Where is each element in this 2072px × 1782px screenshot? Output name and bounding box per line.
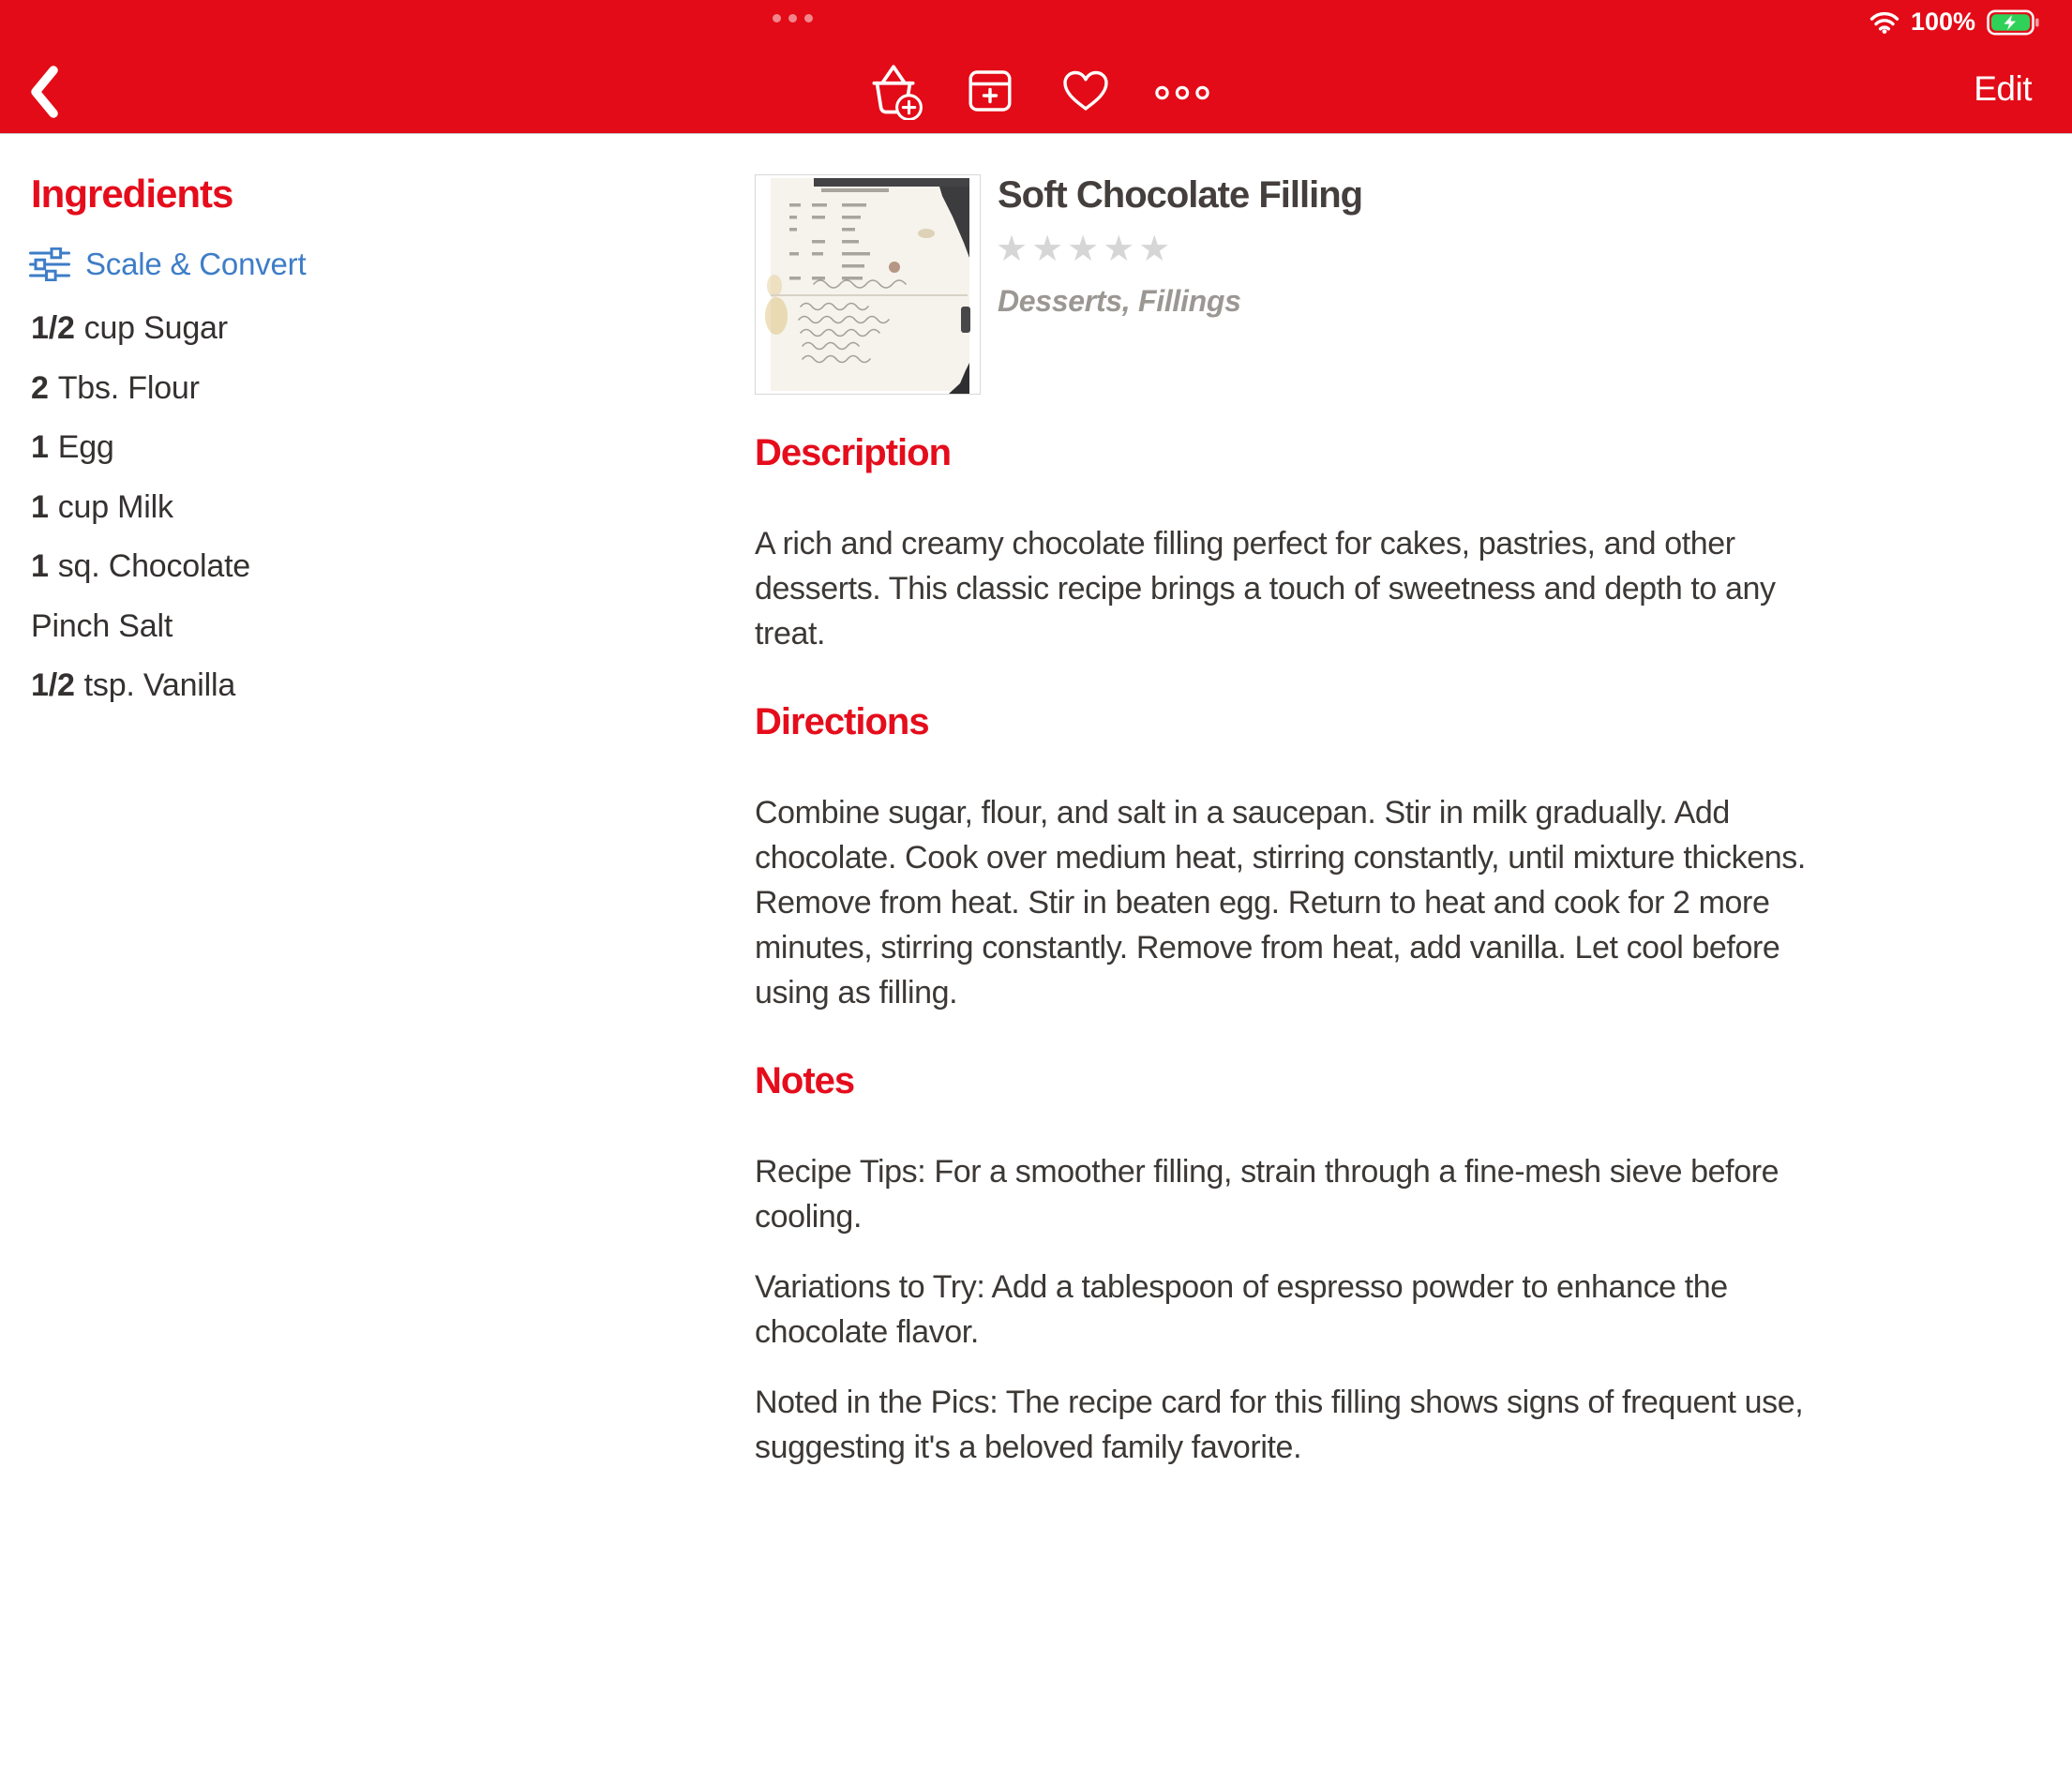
heart-icon xyxy=(1061,69,1110,112)
description-body xyxy=(755,521,1776,656)
description-line: desserts. This classic recipe brings a touch of sweetness and depth to any xyxy=(755,571,1776,606)
ingredient-item[interactable] xyxy=(31,656,250,716)
notes-line: chocolate flavor. xyxy=(755,1314,979,1350)
dot xyxy=(788,14,797,22)
ingredient-item[interactable] xyxy=(31,537,250,597)
ingredients-heading: Ingredients xyxy=(31,172,233,216)
ingredient-text: Egg xyxy=(57,429,114,466)
directions-heading: Directions xyxy=(755,701,929,742)
ingredient-qty: 1 xyxy=(31,429,49,466)
description-line: A rich and creamy chocolate filling perfect for cakes, pastries, and other xyxy=(755,526,1735,562)
ingredient-item[interactable] xyxy=(31,299,250,359)
ellipsis-icon xyxy=(1155,85,1209,100)
scale-convert-label: Scale & Convert xyxy=(85,247,307,281)
add-to-meal-plan-button[interactable] xyxy=(968,69,1012,117)
description-line: treat. xyxy=(755,616,826,651)
ingredient-item[interactable] xyxy=(31,418,250,478)
battery-icon xyxy=(1987,9,2040,36)
battery-percent: 100% xyxy=(1910,7,1975,36)
ingredient-qty: 1/2 xyxy=(31,667,75,704)
ingredient-text: Tbs. Flour xyxy=(57,369,200,406)
top-bar xyxy=(0,0,2072,133)
directions-body xyxy=(755,790,1806,1015)
ingredient-text: sq. Chocolate xyxy=(57,548,251,585)
ingredient-item[interactable] xyxy=(31,359,250,419)
ingredient-text: cup Milk xyxy=(57,488,173,525)
ingredient-qty: 1/2 xyxy=(31,310,75,347)
directions-line: Remove from heat. Stir in beaten egg. Return to heat and cook for 2 more xyxy=(755,885,1770,921)
ingredient-text: tsp. Vanilla xyxy=(83,667,236,704)
notes-line: Variations to Try: Add a tablespoon of espresso powder to enhance the xyxy=(755,1269,1728,1305)
notes-heading: Notes xyxy=(755,1060,855,1101)
directions-line: Combine sugar, flour, and salt in a saucepan. Stir in milk gradually. Add xyxy=(755,795,1730,831)
directions-line: minutes, stirring constantly. Remove from heat, add vanilla. Let cool before xyxy=(755,930,1780,966)
ingredient-qty: 1 xyxy=(31,548,49,585)
notes-paragraph xyxy=(755,1380,1803,1470)
add-to-groceries-button[interactable] xyxy=(863,62,923,125)
calendar-add-icon xyxy=(968,69,1012,112)
notes-line: cooling. xyxy=(755,1199,862,1235)
chevron-left-icon xyxy=(30,66,58,118)
favorite-button[interactable] xyxy=(1061,69,1110,117)
notes-paragraph xyxy=(755,1265,1803,1355)
dot xyxy=(773,14,781,22)
recipe-photo[interactable] xyxy=(755,174,981,395)
dot xyxy=(804,14,813,22)
back-button[interactable] xyxy=(25,66,63,118)
scale-sliders-icon xyxy=(29,247,70,281)
recipe-title: Soft Chocolate Filling xyxy=(998,174,1363,216)
scale-convert-button[interactable] xyxy=(29,247,306,281)
ingredient-item[interactable] xyxy=(31,597,250,657)
more-options-button[interactable] xyxy=(1155,85,1209,105)
notes-paragraph xyxy=(755,1149,1803,1239)
app-switcher-dots-icon[interactable] xyxy=(773,14,813,22)
notes-line: Noted in the Pics: The recipe card for this filling shows signs of frequent use, xyxy=(755,1385,1804,1420)
recipe-card-photo-image xyxy=(756,175,980,394)
notes-line: suggesting it's a beloved family favorite. xyxy=(755,1430,1302,1465)
notes-body xyxy=(755,1149,1803,1495)
ingredient-text: cup Sugar xyxy=(83,310,228,347)
description-heading: Description xyxy=(755,432,952,473)
directions-line: using as filling. xyxy=(755,975,958,1011)
rating-stars[interactable]: ★★★★★ xyxy=(996,230,1175,269)
directions-line: chocolate. Cook over medium heat, stirring constantly, until mixture thickens. xyxy=(755,840,1806,876)
ingredient-text: Pinch Salt xyxy=(31,607,173,644)
ingredient-list xyxy=(31,299,250,716)
ingredient-qty: 2 xyxy=(31,369,49,406)
grocery-basket-add-icon xyxy=(863,62,923,120)
ingredient-item[interactable] xyxy=(31,478,250,538)
notes-line: Recipe Tips: For a smoother filling, strain through a fine-mesh sieve before xyxy=(755,1154,1779,1190)
edit-button[interactable]: Edit xyxy=(1974,69,2032,108)
status-bar xyxy=(1869,7,2040,37)
recipe-categories[interactable]: Desserts, Fillings xyxy=(998,284,1241,318)
ingredient-qty: 1 xyxy=(31,488,49,525)
wifi-icon xyxy=(1869,10,1899,34)
